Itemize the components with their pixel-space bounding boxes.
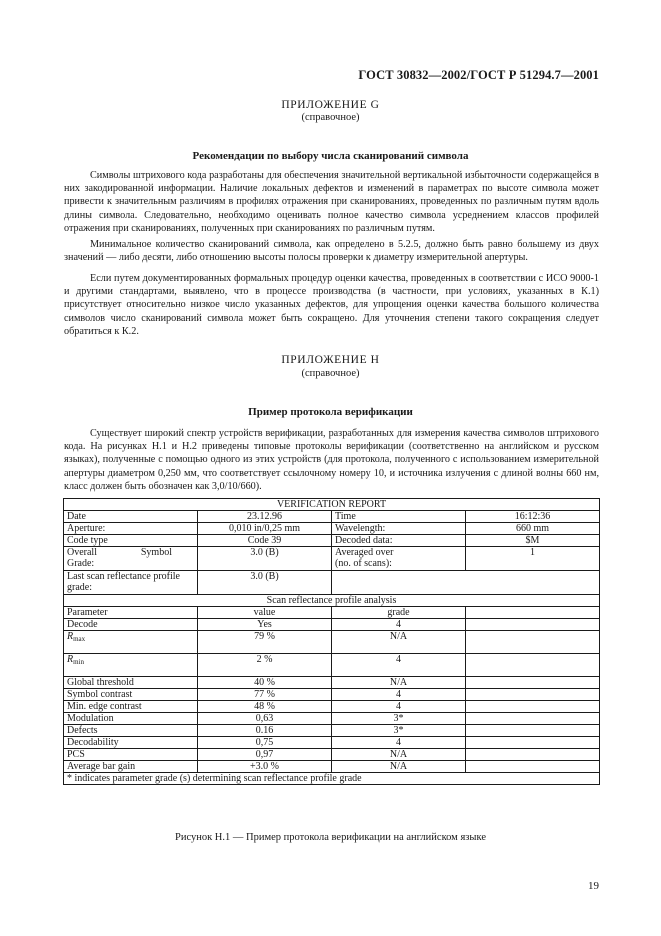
averaged-label-line-1: Averaged over: [335, 547, 394, 558]
empty-cell: [466, 677, 600, 689]
parameter-cell: Decodability: [64, 737, 198, 749]
table-row: [64, 761, 600, 773]
table-row: [64, 713, 600, 725]
grade-label-word: Grade:: [67, 558, 95, 569]
grade-cell: 3*: [332, 713, 466, 725]
value-cell: 0,63: [198, 713, 332, 725]
table-row: [64, 654, 600, 677]
overall-grade-row: [64, 547, 600, 571]
empty-cell: [332, 571, 466, 595]
appendix-h-title: ПРИЛОЖЕНИЕ Н: [281, 354, 380, 366]
table-row: [64, 725, 600, 737]
parameter-cell: Min. edge contrast: [64, 701, 198, 713]
appendix-h-paragraph: Существует широкий спектр устройств верификации, разработанных для измерения качества символов штрихового кода. На рисунках Н.1 и Н.2 приведены типовые протоколы верификации (соответственно на английском и русском языках), полученные с помощью одного из этих устройств (для протокола, полученного с использованием измерительной апертуры диаметром 0,250 мм, что соответствует ссылочному номеру 10, и источника излучения с длиной волны 660 нм, класс должен быть обозначен как 3,0/10/660).: [64, 428, 599, 492]
last-scan-label-line-1: Last scan reflectance profile: [67, 571, 180, 582]
report-footnote: * indicates parameter grade (s) determining scan reflectance profile grade: [64, 773, 600, 785]
symbol-label-word: Symbol: [140, 547, 172, 558]
value-cell: 40 %: [198, 677, 332, 689]
value-cell: 2 %: [198, 654, 332, 677]
report-title: VERIFICATION REPORT: [64, 499, 600, 511]
empty-cell: [466, 631, 600, 654]
parameter-cell: Modulation: [64, 713, 198, 725]
empty-cell: [466, 737, 600, 749]
parameter-cell: [64, 631, 198, 654]
aperture-value: 0,010 in/0,25 mm: [198, 523, 332, 535]
page-number: 19: [588, 880, 599, 892]
parameter-column-header: Parameter: [64, 607, 198, 619]
table-row: [64, 631, 600, 654]
code-type-row: [64, 535, 600, 547]
time-label: Time: [332, 511, 466, 523]
overall-grade-value: 3.0 (B): [198, 547, 332, 571]
appendix-g-paragraph-2: Минимальное количество сканирований символа, как определено в 5.2.5, должно быть равно большему из двух значений — либо десяти, либо отношению высоты полосы проверки к диаметру измерительной апертуры.: [64, 239, 599, 264]
code-type-value: Code 39: [198, 535, 332, 547]
table-row: [64, 689, 600, 701]
value-column-header: value: [198, 607, 332, 619]
date-value: 23.12.96: [198, 511, 332, 523]
grade-cell: 3*: [332, 725, 466, 737]
value-cell: 48 %: [198, 701, 332, 713]
last-scan-row: [64, 571, 600, 595]
empty-cell: [466, 619, 600, 631]
r-subscript: max: [73, 635, 86, 643]
standard-header: ГОСТ 30832—2002/ГОСТ Р 51294.7—2001: [358, 68, 599, 82]
grade-cell: 4: [332, 654, 466, 677]
decoded-value: $M: [466, 535, 600, 547]
wavelength-label: Wavelength:: [332, 523, 466, 535]
code-type-label: Code type: [64, 535, 198, 547]
grade-cell: 4: [332, 701, 466, 713]
grade-cell: N/A: [332, 749, 466, 761]
value-cell: 77 %: [198, 689, 332, 701]
report-title-row: [64, 499, 600, 511]
parameter-cell: Symbol contrast: [64, 689, 198, 701]
appendix-g-subtitle: (справочное): [301, 112, 360, 123]
averaged-value: 1: [466, 547, 600, 571]
wavelength-value: 660 mm: [466, 523, 600, 535]
empty-cell: [466, 607, 600, 619]
empty-cell: [466, 761, 600, 773]
aperture-label: Aperture:: [64, 523, 198, 535]
appendix-g-paragraph-3: Если путем документированных формальных процедур оценки качества, проведенных в соответствии с ИСО 9000-1 и другими стандартами, выявлено, что в процессе производства (в частности, при условиях, указанных в К.1) присутствует относительно низкое число указанных дефектов, для упрощения оценки качества большого количества символов число сканирований символа может быть сокращено. Для уточнения степени такого сокращения следует обратиться к К.2.: [64, 273, 599, 337]
table-row: [64, 749, 600, 761]
analysis-title: Scan reflectance profile analysis: [64, 595, 600, 607]
analysis-header-row: [64, 607, 600, 619]
aperture-row: [64, 523, 600, 535]
parameter-cell: Defects: [64, 725, 198, 737]
time-value: 16:12:36: [466, 511, 600, 523]
footnote-row: [64, 773, 600, 785]
r-subscript: min: [73, 658, 84, 666]
value-cell: 0.16: [198, 725, 332, 737]
table-row: [64, 701, 600, 713]
parameter-cell: Global threshold: [64, 677, 198, 689]
grade-cell: 4: [332, 689, 466, 701]
appendix-g-title: ПРИЛОЖЕНИЕ G: [281, 99, 380, 111]
grade-cell: 4: [332, 619, 466, 631]
decoded-label: Decoded data:: [332, 535, 466, 547]
figure-caption: Рисунок Н.1 — Пример протокола верификации на английском языке: [174, 832, 486, 843]
date-label: Date: [64, 511, 198, 523]
averaged-label-line-2: (no. of scans):: [335, 558, 392, 569]
grade-cell: N/A: [332, 677, 466, 689]
value-cell: 0,97: [198, 749, 332, 761]
empty-cell: [466, 689, 600, 701]
value-cell: Yes: [198, 619, 332, 631]
table-row: [64, 677, 600, 689]
empty-cell: [466, 713, 600, 725]
r-symbol: R: [67, 631, 74, 642]
empty-cell: [466, 701, 600, 713]
appendix-h-heading: Пример протокола верификации: [248, 406, 413, 418]
verification-report-table: [63, 498, 600, 785]
empty-cell: [466, 571, 600, 595]
grade-cell: N/A: [332, 761, 466, 773]
table-row: [64, 737, 600, 749]
overall-grade-label: [64, 547, 198, 571]
overall-label-word: Overall: [67, 547, 97, 558]
table-row: [64, 619, 600, 631]
empty-cell: [466, 725, 600, 737]
value-cell: 0,75: [198, 737, 332, 749]
last-scan-label: [64, 571, 198, 595]
parameter-cell: Decode: [64, 619, 198, 631]
value-cell: 79 %: [198, 631, 332, 654]
last-scan-value: 3.0 (B): [198, 571, 332, 595]
parameter-cell: [64, 654, 198, 677]
appendix-g-heading: Рекомендации по выбору числа сканирований символа: [192, 150, 469, 162]
appendix-h-subtitle: (справочное): [301, 368, 360, 379]
analysis-title-row: [64, 595, 600, 607]
grade-column-header: grade: [332, 607, 466, 619]
grade-cell: 4: [332, 737, 466, 749]
last-scan-label-line-2: grade:: [67, 582, 92, 593]
parameter-cell: Average bar gain: [64, 761, 198, 773]
r-symbol: R: [67, 654, 74, 665]
empty-cell: [466, 749, 600, 761]
grade-cell: N/A: [332, 631, 466, 654]
date-time-row: [64, 511, 600, 523]
value-cell: +3.0 %: [198, 761, 332, 773]
parameter-cell: PCS: [64, 749, 198, 761]
averaged-label: [332, 547, 466, 571]
appendix-g-paragraph-1: Символы штрихового кода разработаны для обеспечения значительной вертикальной избыточности содержащейся в них закодированной информации. Наличие локальных дефектов и изменений в параметрах по высоте символа может привести к значительным различиям в профилях отражения при сканированиях, проведенных по различным путям вдоль длины символа. Следовательно, необходимо оценивать полное качество символа усреднением классов профилей отражения при сканированиях, полученных при сканированиях по различным путям.: [64, 170, 599, 234]
empty-cell: [466, 654, 600, 677]
